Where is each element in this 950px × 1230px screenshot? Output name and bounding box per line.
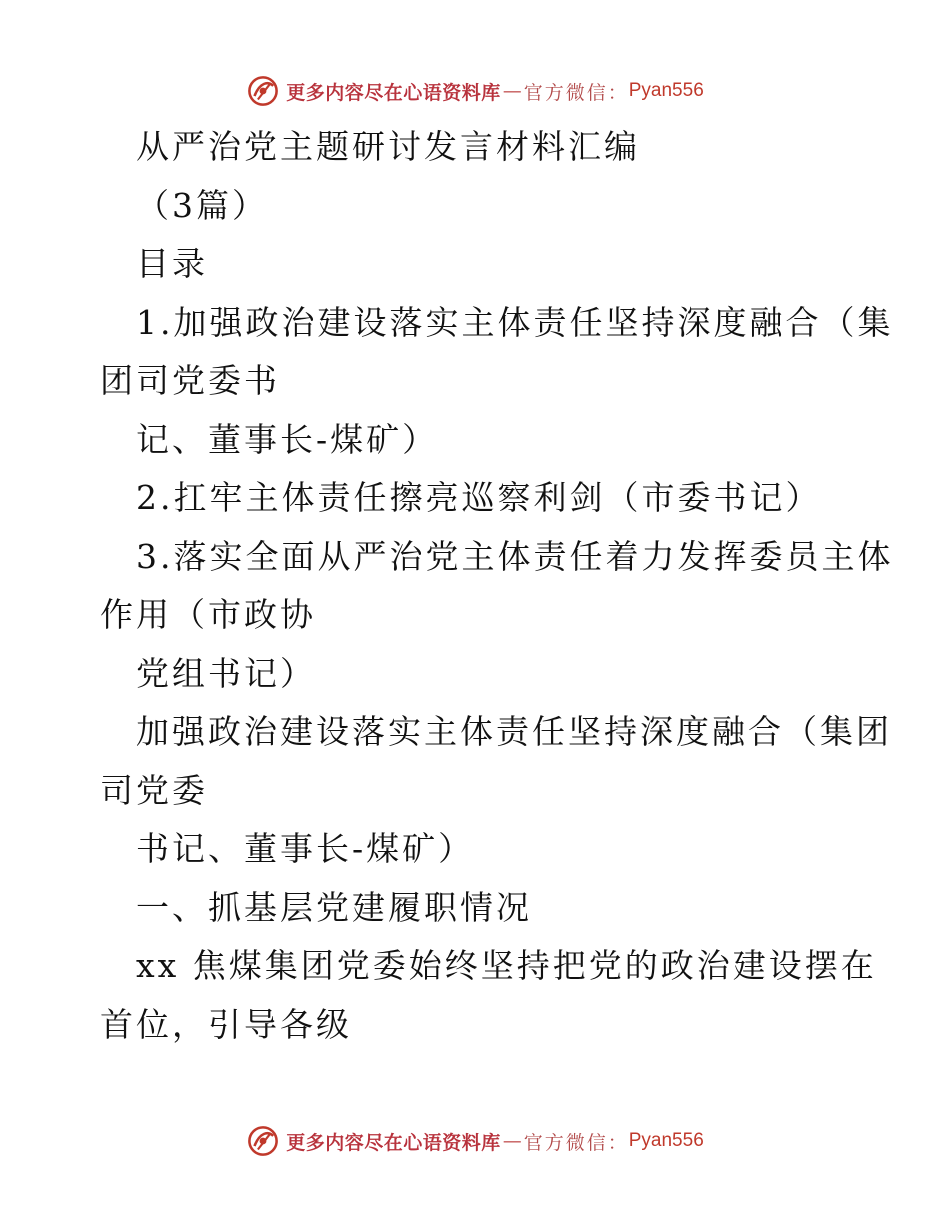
watermark-text: 更多内容尽在心语资料库	[286, 81, 501, 104]
text-line: 2.扛牢主体责任擦亮巡察利剑（市委书记）	[136, 478, 822, 517]
watermark-label: 官方微信：	[523, 1131, 629, 1154]
text-line: 党组书记）	[136, 653, 316, 693]
document-body	[100, 118, 894, 1054]
watermark-label: 官方微信：	[523, 81, 629, 104]
text-line: 司党委	[100, 770, 208, 810]
text-line: 从严治党主题研讨发言材料汇编	[136, 127, 640, 166]
text-line: 团司党委书	[100, 361, 280, 400]
text-line: 1.加强政治建设落实主体责任坚持深度融合（集	[136, 302, 894, 342]
text-line: 作用（市政协	[100, 595, 316, 634]
watermark-id: Pyan556	[628, 80, 704, 101]
text-line: （3篇）	[136, 185, 268, 225]
text-line: 加强政治建设落实主体责任坚持深度融合（集团	[136, 712, 892, 751]
watermark-dash: —	[502, 80, 522, 102]
watermark-text: 更多内容尽在心语资料库	[286, 1131, 501, 1154]
watermark-id: Pyan556	[628, 1130, 704, 1151]
watermark-dash: —	[502, 1130, 522, 1152]
text-line: xx 焦煤集团党委始终坚持把党的政治建设摆在	[136, 946, 877, 985]
text-line: 记、董事长-煤矿）	[136, 419, 439, 459]
header-watermark	[0, 74, 950, 108]
footer-watermark	[0, 1124, 950, 1158]
text-line: 目录	[136, 244, 208, 283]
text-line: 首位，引导各级	[100, 1004, 352, 1044]
brand-logo-icon	[246, 74, 280, 108]
text-line: 一、抓基层党建履职情况	[136, 887, 532, 927]
text-line: 3.落实全面从严治党主体责任着力发挥委员主体	[136, 536, 894, 576]
text-line: 书记、董事长-煤矿）	[136, 829, 475, 868]
brand-logo-icon	[246, 1124, 280, 1158]
